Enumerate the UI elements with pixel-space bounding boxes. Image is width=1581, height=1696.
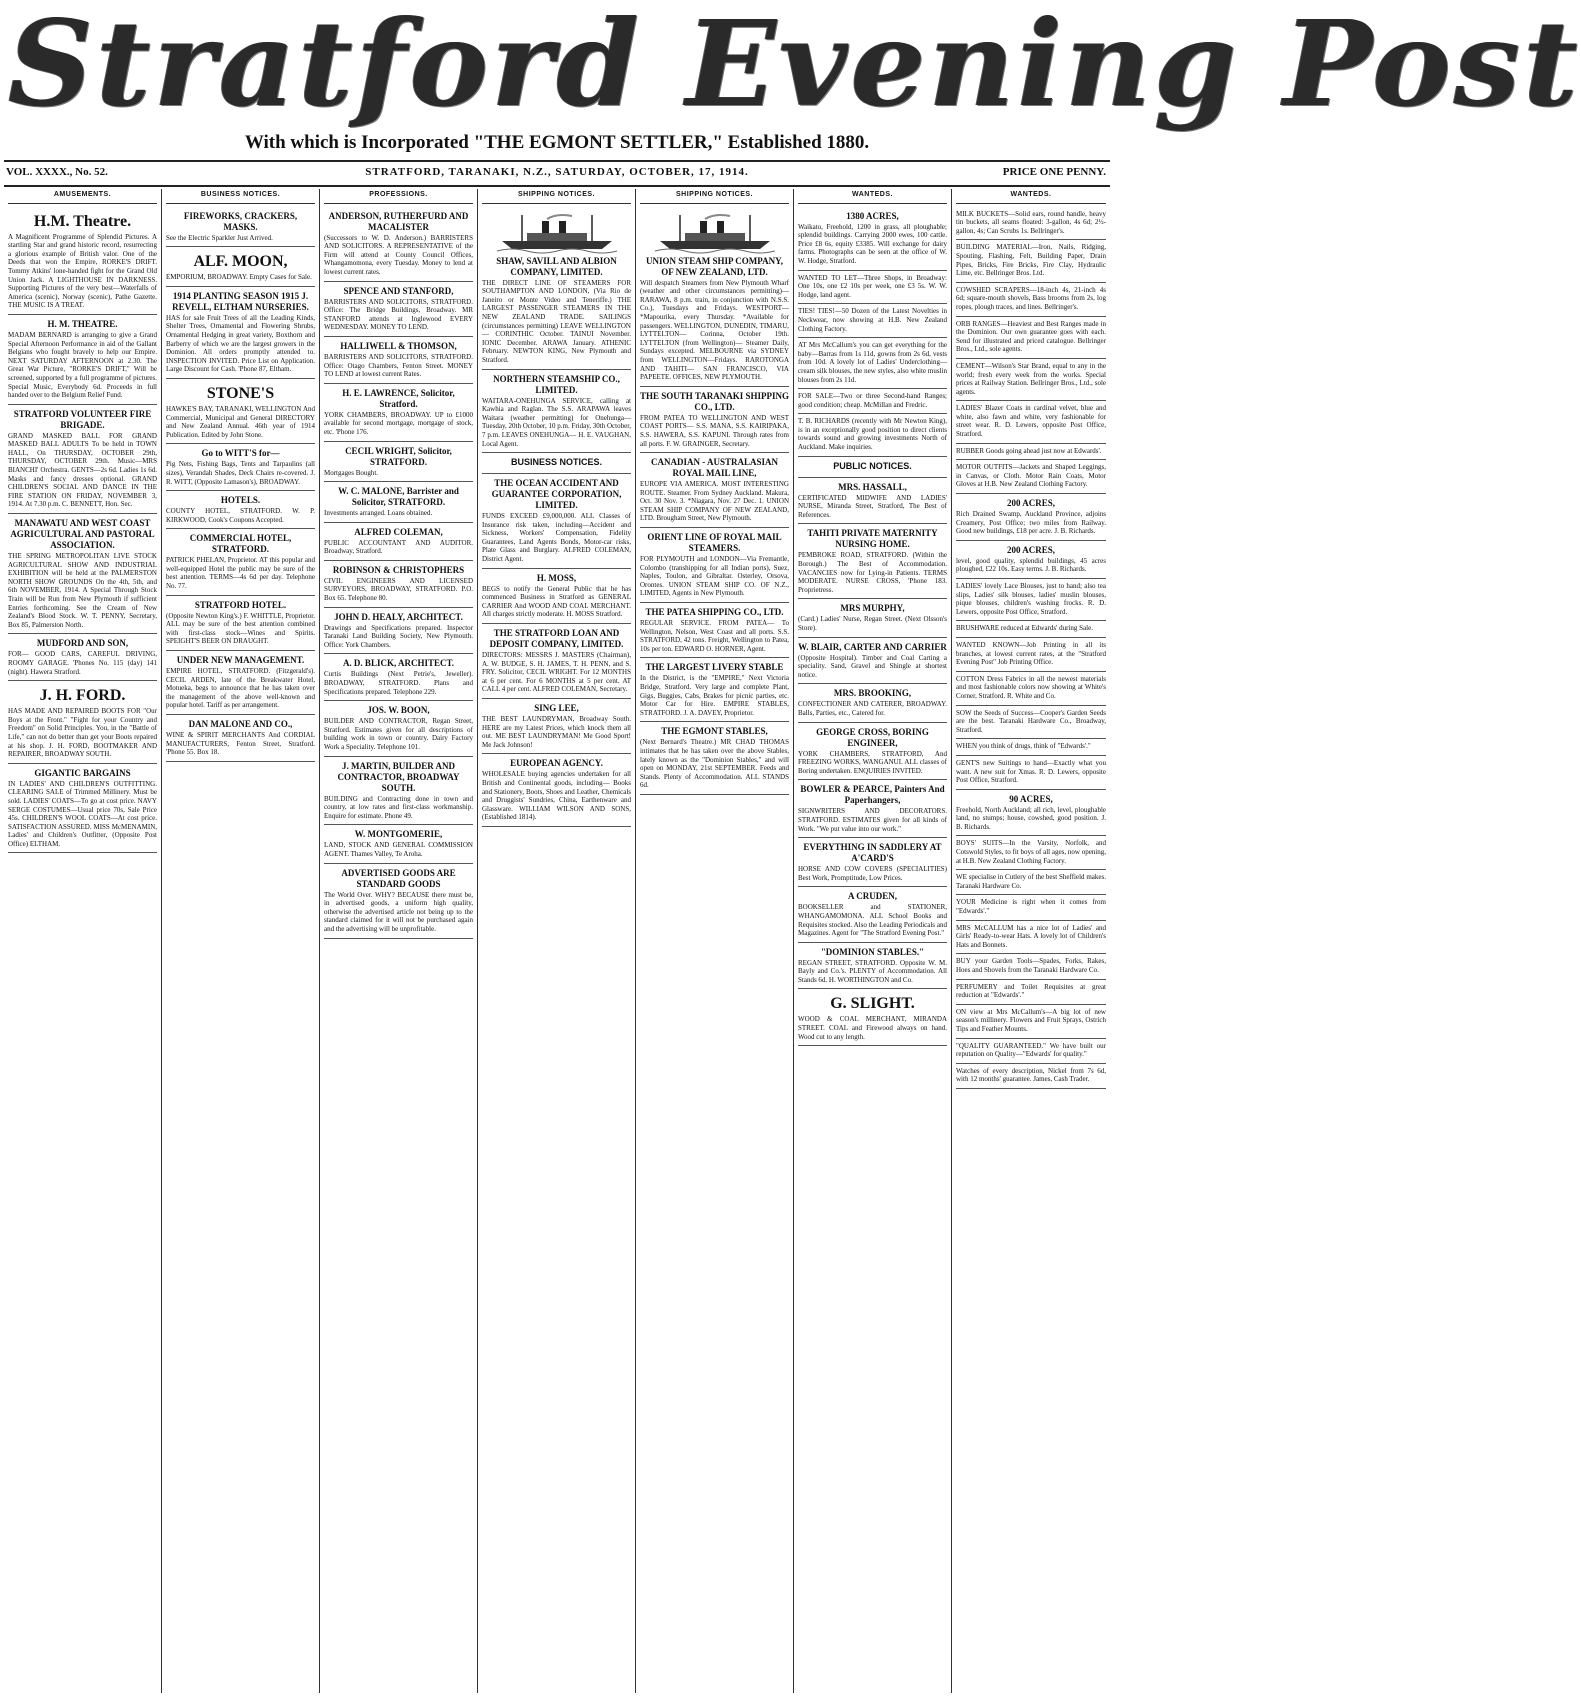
advertisement (8, 764, 157, 854)
ad-body: BARRISTERS AND SOLICITORS, STRATFORD. Office: The Bridge Buildings, Broadway. MR STANFORD attends at Inglewood EVERY WEDNESDAY. MONEY TO LEND. (324, 297, 473, 332)
ad-heading: MANAWATU AND WEST COAST AGRICULTURAL AND PASTORAL ASSOCIATION. (10, 518, 155, 551)
ad-body: Pig Nets, Fishing Bags, Tents and Tarpaulins (all sizes), Verandah Shades, Deck Chairs re-covered. J. R. WITT, (Opposite Lamason's), BROADWAY. (166, 460, 315, 486)
place-date: STRATFORD, TARANAKI, N.Z., SATURDAY, OCTOBER, 17, 1914. (365, 166, 749, 178)
ad-heading: THE OCEAN ACCIDENT AND GUARANTEE CORPORATION, LIMITED. (491, 478, 622, 511)
advertisement (324, 337, 473, 384)
ad-heading: "DOMINION STABLES." (820, 946, 925, 957)
ad-heading: MUDFORD AND SON, (36, 638, 129, 649)
column-heading: PROFESSIONS. (324, 189, 473, 204)
ad-heading: JOHN D. HEALY, ARCHITECT. (334, 611, 463, 622)
ad-body: (Next Bernard's Theatre.) MR CHAD THOMAS intimates that he has taken over the above Stables, lately known as the "Dominion Stables," and will open on MONDAY, 21st SEPTEMBER. Feeds and Stands. Plenty of Accommodation. ALL STANDS 6d. (640, 738, 789, 790)
ad-heading: MRS. BROOKING, (833, 688, 912, 699)
ad-body: The World Over. WHY? BECAUSE there must be, in advertised goods, a uniform high quality, otherwise the advertised article not being up to the standard claimed for it will not be purchased again and the advertising will be unprofitable. (324, 890, 473, 933)
ad-body: Watches of every description, Nickel from 7s 6d, with 12 months' guarantee. James, Cash Trader. (956, 1066, 1106, 1084)
ad-body: CONFECTIONER AND CATERER, BROADWAY. Balls, Parties, etc., Catered for. (798, 700, 947, 717)
ad-body: COWSHED SCRAPERS—18-inch 4s, 21-inch 4s 6d; square-mouth shovels, Bass brooms from 2s, log ropes, plough traces, and lines. Bellringer's. (956, 285, 1106, 311)
ad-body: Waikato, Freehold, 1200 in grass, all ploughable; splendid buildings. Carrying 2000 ewes, 100 cattle. Price £8 6s, equity £3385. Will exchange for dairy farms. Photographs can be seen at the office of W. W. Hodge, Stratford. (798, 222, 947, 265)
ad-body: HAWKE'S BAY, TARANAKI, WELLINGTON And Commercial, Municipal and General DIRECTORY and New Zealand Annual. 46th year of 1914 Publication. Edited by John Stone. (166, 404, 315, 439)
ad-heading: A CRUDEN, (847, 891, 897, 902)
advertisement (166, 651, 315, 715)
ad-body: PUBLIC ACCOUNTANT AND AUDITOR. Broadway, Stratford. (324, 538, 473, 556)
ad-body: LADIES' lovely Lace Blouses, just to hand; also tea slips, Ladies' silk blouses, ladies' muslin blouses, pique blouses, children's washing frocks. R. D. Lewers, opposite Post Office, Stratford. (956, 582, 1106, 616)
advertisement (482, 569, 631, 624)
ad-body: (Card.) Ladies' Nurse, Regan Street. (Next Olsson's Store). (798, 615, 947, 632)
ad-body: (Successors to W. D. Anderson.) BARRISTERS AND SOLICITORS. A REPRESENTATIVE of the Firm will attend at County Council Offices, Whangamomona, every Tuesday. Money to lend at lowest current rates. (324, 233, 473, 276)
ad-heading: PUBLIC NOTICES. (833, 460, 912, 471)
advertisement (956, 541, 1106, 579)
columns (4, 189, 1110, 1693)
advertisement (956, 460, 1106, 494)
advertisement (956, 980, 1106, 1005)
ad-body: "QUALITY GUARANTEED." We have built our reputation on Quality—"Edwards' for quality." (956, 1041, 1106, 1059)
advertisement (166, 491, 315, 529)
ad-heading: SPENCE AND STANFORD, (343, 285, 454, 296)
advertisement (640, 207, 789, 387)
advertisement (956, 283, 1106, 317)
volume-number: VOL. XXXX., No. 52. (6, 166, 108, 178)
ad-body: BOYS' SUITS—In the Varsity, Norfolk, and Cotswold Styles, to fit boys of all ages, now opening, at H.B. New Zealand Clothing Factory. (956, 839, 1106, 865)
ad-heading: EUROPEAN AGENCY. (510, 758, 603, 769)
advertisement (956, 621, 1106, 638)
advertisement (324, 701, 473, 756)
advertisement (956, 494, 1106, 541)
ad-body: AT Mrs McCallum's you can get everything for the baby—Barras from 1s 11d, gowns from 2s 6d, vests from 10d. A lovely lot of Ladies' Underclothing—cream silk blouses, the new styles, also white muslin blouses from 2s 11d. (798, 341, 947, 384)
ad-heading: ROBINSON & CHRISTOPHERS (332, 564, 465, 575)
ad-body: WHOLESALE buying agencies undertaken for all British and Continental goods, including— Books and Stationery, Boots, Shoes and Leather, Chemicals and Druggists' Sundries, China, Earthenware and Glassware. WILLIAM WILSON AND SONS, (Established 1814). (482, 770, 631, 822)
advertisement (324, 864, 473, 939)
advertisement (798, 887, 947, 942)
advertisement (798, 723, 947, 781)
ad-heading: H. E. LAWRENCE, Solicitor, Stratford. (342, 387, 455, 409)
ad-body: YORK CHAMBERS, STRATFORD, And FREEZING WORKS, WANGANUI. ALL classes of Boring undertaken. ENQUIRIES INVITED. (798, 749, 947, 775)
ad-heading: GEORGE CROSS, BORING ENGINEER, (816, 726, 929, 748)
ad-heading: J. MARTIN, BUILDER AND CONTRACTOR, BROADWAY SOUTH. (337, 760, 460, 793)
ad-heading: SHAW, SAVILL AND ALBION COMPANY, LIMITED. (496, 255, 617, 277)
ad-body: Investments arranged. Loans obtained. (324, 509, 433, 518)
ad-body: SIGNWRITERS AND DECORATORS. STRATFORD. ESTIMATES given for all kinds of Work. "We put value into our work." (798, 807, 947, 833)
ad-heading: Go to WITT'S for— (201, 448, 280, 459)
advertisement (640, 722, 789, 795)
advertisement (956, 579, 1106, 621)
ad-body: MOTOR OUTFITS—Jackets and Shaped Leggings, in Canvas, or Cloth. Motor Rain Coats, Motor Gloves at H.B. New Zealand Clothing Factory. (956, 463, 1106, 489)
ad-heading: J. H. FORD. (39, 687, 126, 705)
dateline (4, 163, 1110, 183)
ad-heading: CANADIAN - AUSTRALASIAN ROYAL MAIL LINE, (650, 457, 778, 479)
advertisement (956, 672, 1106, 706)
ad-body: level, good quality, splendid buildings, 45 acres ploughed, £22 10s. Easy terms. J. B. Richards. (956, 556, 1106, 574)
ad-body: WE specialise in Cutlery of the best Sheffield makes. Taranaki Hardware Co. (956, 873, 1106, 890)
column-5 (636, 189, 794, 1693)
ad-heading: ALF. MOON, (193, 253, 288, 271)
column-heading: WANTEDS. (956, 189, 1106, 204)
advertisement (324, 757, 473, 826)
ad-body: Curtis Buildings (Next Petrie's, Jeweller). BROADWAY, STRATFORD. Plans and Specifications prepared. Telephone 229. (324, 670, 473, 696)
ad-body: WHEN you think of drugs, think of "Edwards'." (956, 742, 1091, 751)
column-heading: WANTEDS. (798, 189, 947, 204)
advertisement (482, 474, 631, 569)
advertisement (324, 561, 473, 608)
ad-body: EMPIRE HOTEL, STRATFORD. (Fitzgerald's). CECIL ARDEN, late of the Breakwater Hotel, Motueka, begs to announce that he has taken over the management of the above well-known and popular hotel. Tariff as per arrangement. (166, 667, 315, 710)
ad-heading: W. BLAIR, CARTER AND CARRIER (798, 641, 947, 652)
ad-heading: JOS. W. BOON, (367, 705, 430, 716)
ad-heading: H. MOSS, (536, 572, 577, 583)
ad-heading: THE PATEA SHIPPING CO., LTD. (645, 607, 784, 618)
ad-body: In the District, is the "EMPIRE," Next Victoria Bridge, Stratford. Very large and complete Plant, Gigs, Buggies, Cabs, Brakes for picnic parties, etc. Motor Car for Hire. EMPIRE STABLES, STRATFORD. J. A. DAVEY, Proprietor. (640, 674, 789, 717)
ad-heading: W. C. MALONE, Barrister and Solicitor, STRATFORD. (338, 486, 459, 508)
advertisement (482, 370, 631, 454)
advertisement (482, 453, 631, 474)
advertisement (324, 207, 473, 282)
ad-body: TIES! TIES!—50 Dozen of the Latest Novelties in Neckwear, now showing at H.B. New Zealand Clothing Factory. (798, 307, 947, 333)
ad-heading: 200 ACRES, (1006, 498, 1055, 509)
ad-body: THE BEST LAUNDRYMAN, Broadway South. HERE are my Latest Prices, which knock them all out. ME BEST LAUNDRYMAN! Me Good Sport! Me Jack Johnson! (482, 715, 631, 749)
ad-body: (Opposite Newton King's.) F. WHITTLE, Proprietor. ALL may be sure of the best attention combined with first-class stock—Wines and Spirits. SPEIGHT'S BEER ON DRAUGHT. (166, 611, 315, 646)
ad-heading: SING LEE, (534, 703, 579, 713)
advertisement (956, 870, 1106, 895)
ad-body: HAS for sale Fruit Trees of all the Leading Kinds, Shelter Trees, Ornamental and Flowering Shrubs, Ornamental Hedging in great variety, Boxthorn and Barberry of which we are the largest growers in the Dominion. All orders promptly attended to. INSPECTION INVITED. Price List on Application. Large Discount for Cash. 'Phone 87, Eltham. (166, 313, 315, 374)
ad-body: Rich Drained Swamp, Auckland Province, adjoins Creamery, Post Office; two miles from Railway. Good new buildings, £18 per acre. J. B. Richards. (956, 510, 1106, 536)
advertisement (956, 1064, 1106, 1089)
ad-body: PERFUMERY and Toilet Requisites at great reduction at "Edwards'." (956, 982, 1106, 1000)
ad-body: BARRISTERS AND SOLICITORS, STRATFORD. Office: Otago Chambers, Fenton Street. MONEY TO LEND at lowest current Rates. (324, 352, 473, 379)
advertisement (640, 658, 789, 722)
ad-heading: A. D. BLICK, ARCHITECT. (342, 658, 455, 669)
ad-heading: STRATFORD VOLUNTEER FIRE BRIGADE. (13, 408, 152, 430)
advertisement (166, 287, 315, 379)
ad-heading: ANDERSON, RUTHERFURD AND MACALISTER (328, 210, 469, 232)
advertisement (798, 638, 947, 685)
ad-body: HAS MADE AND REPAIRED BOOTS FOR "Our Boys at the Front." "Fight for your Country and Freedom" on Solid Principles. You, in the "Battle of Life," can not do better than get your Boots repaired at his shop. J. H. FORD, BOOTMAKER AND REPAIRER, BROADWAY SOUTH. (8, 707, 157, 759)
advertisement (956, 895, 1106, 920)
ad-heading: HOTELS. (220, 495, 261, 506)
column-4 (478, 189, 636, 1693)
advertisement (324, 282, 473, 337)
advertisement (956, 739, 1106, 756)
ad-body: FUNDS EXCEED £9,000,000. ALL Classes of Insurance risk taken, including—Accident and Sickness, Workers' Compensation, Fidelity Guarantees, Land Agents Bonds, Motor-car risks, Plate Glass and Burglary. ALFRED COLEMAN, District Agent. (482, 512, 631, 564)
ad-body: (Opposite Hospital). Timber and Coal Carting a speciality. Sand, Gravel and Shingle at shortest notice. (798, 653, 947, 679)
advertisement (956, 921, 1106, 955)
ad-heading: W. MONTGOMERIE, (354, 829, 443, 840)
advertisement (956, 401, 1106, 443)
ad-body: YOUR Medicine is right when it comes from "Edwards'." (956, 898, 1106, 916)
ad-heading: 1380 ACRES, (846, 210, 899, 221)
advertisement (166, 596, 315, 651)
ad-body: IN LADIES' AND CHILDREN'S OUTFITTING. CLEARING SALE of Trimmed Millinery. Must be sold. LADIES' COATS—To go at cost price. NAVY SERGE COSTUMES—Usual price 70s, Sale Price 45s. CHILDREN'S WOOL COATS—At cost price. SATISFACTION ASSURED. MISS McMENAMIN, Ladies' and Children's Outfitter, (Opposite Post Office) ELTHAM. (8, 779, 157, 848)
ad-heading: BUSINESS NOTICES. (510, 457, 602, 468)
ad-body: PEMBROKE ROAD, STRATFORD. (Within the Borough.) The Best of Accommodation. VACANCIES now for Lying-in Patients. TERMS MODERATE. NURSE CROSS, 'Phone 183. Proprietress. (798, 551, 947, 594)
column-2 (162, 189, 320, 1693)
ad-body: WANTED TO LET—Three Shops, in Broadway: One 10s, one £2 10s per week, one £3 5s. W. W. Hodge, land agent. (798, 273, 947, 299)
advertisement (324, 482, 473, 523)
advertisement (482, 699, 631, 754)
advertisement (798, 524, 947, 599)
ad-body: SOW the Seeds of Success—Cooper's Garden Seeds are the best. Taranaki Hardware Co., Broadway, Stratford. (956, 708, 1106, 734)
advertisement (956, 638, 1106, 672)
advertisement (324, 442, 473, 483)
ad-body: CERTIFICATED MIDWIFE AND LADIES' NURSE, Miranda Street, Stratford, The Best of References. (798, 493, 947, 519)
advertisement (956, 1039, 1106, 1064)
advertisement (798, 207, 947, 271)
advertisement (798, 599, 947, 637)
ad-body: COTTON Dress Fabrics in all the newest materials and most fashionable colors now showing at White's Corner, Stratford. R. White and Co. (956, 674, 1106, 700)
ad-body: HORSE AND COW COVERS (SPECIALITIES) Best Work, Promptitude, Low Prices. (798, 865, 947, 882)
ad-heading: THE LARGEST LIVERY STABLE (645, 662, 784, 673)
advertisement (956, 954, 1106, 979)
ad-body: EUROPE VIA AMERICA. MOST INTERESTING ROUTE. Steamer. From Sydney Auckland. Makura, Oct. 30 Nov. 3. *Niagara, Nov. 27 Dec. 1. UNION STEAM SHIP COMPANY OF NEW ZEALAND, LTD. Brougham Street, New Plymouth. (640, 480, 789, 523)
ad-body: FOR SALE—Two or three Second-hand Ranges; good condition; cheap. McMillan and Fredric. (798, 392, 947, 409)
advertisement (640, 603, 789, 658)
advertisement (798, 838, 947, 887)
advertisement (166, 247, 315, 287)
ad-body: MILK BUCKETS—Solid ears, round handle, heavy tin buckets, all seams floated: 3-gallon, 4s 6d; 2½-gallon, 4s; Can Scrubs 1s. Bellringer's. (956, 209, 1106, 235)
ad-body: Mortgages Bought. (324, 468, 379, 477)
advertisement (956, 207, 1106, 241)
advertisement (482, 207, 631, 370)
ad-body: THE DIRECT LINE OF STEAMERS FOR SOUTHAMPTON AND LONDON, (Via Rio de Janeiro or Monte Video and Teneriffe.) THE LARGEST PASSENGER STEAMERS IN THE NEW ZEALAND TRADE. SAILINGS (circumstances permitting) LEAVE WELLINGTON— CORINTHIC October. TAINUI November. IONIC December. ARAWA January. ATHENIC February. NEWTON KING, New Plymouth and Stratford. (482, 278, 631, 364)
ad-body: FOR— GOOD CARS, CAREFUL DRIVING, ROOMY GARAGE. 'Phones No. 115 (day) 141 (night). Hawera Stratford. (8, 650, 157, 676)
advertisement (798, 304, 947, 338)
ad-heading: G. SLIGHT. (830, 995, 915, 1013)
ad-body: FOR PLYMOUTH and LONDON—Via Fremantle, Colombo (transhipping for all Indian ports), Suez, Naples, Toulon, and Gibraltar. Osterley, Orsova, Orontes. UNION STEAM SHIP CO. OF N.Z., LIMITED, Agents in New Plymouth. (640, 555, 789, 598)
advertisement (8, 207, 157, 315)
advertisement (798, 338, 947, 389)
advertisement (798, 780, 947, 838)
ad-body: RUBBER Goods going ahead just now at Edwards'. (956, 446, 1102, 455)
column-1 (4, 189, 162, 1693)
ad-heading: MRS MURPHY, (840, 603, 905, 614)
ad-heading: UNDER NEW MANAGEMENT. (176, 655, 305, 666)
ad-heading: H. M. THEATRE. (47, 318, 118, 329)
ad-heading: STONE'S (206, 384, 275, 402)
ad-heading: COMMERCIAL HOTEL, STRATFORD. (189, 533, 292, 555)
column-heading: SHIPPING NOTICES. (482, 189, 631, 204)
column-3 (320, 189, 478, 1693)
column-heading: AMUSEMENTS. (8, 189, 157, 204)
advertisement (798, 478, 947, 525)
advertisement (640, 528, 789, 603)
advertisement (166, 207, 315, 248)
ad-body: T. B. RICHARDS (recently with Mr Newton King), is in an exceptionally good position to direct clients towards sound and growing investments North of Auckland. Make inquiries. (798, 417, 947, 452)
ad-body: A Magnificent Programme of Splendid Pictures. A startling Star and grand historic record, resurrecting a glorious example of British valor. One of the Deeds that won the Empire, RORKE'S DRIFT. Tommy Atkins' lone-handed fight for the Grand Old Union Jack. A LIGHTHOUSE IN DARKNESS. Supporting Pictures of the very best—Waterfalls of America (scenic), Norway (scenic), Pathe Gazette. THE MUSIC IS A TREAT. (8, 232, 157, 310)
ad-body: Freehold, North Auckland; all rich, level, ploughable land, no stumps; house, cowshed, good position. J. B. Richards. (956, 805, 1106, 831)
advertisement (166, 529, 315, 595)
advertisement (8, 315, 157, 405)
advertisement (324, 608, 473, 655)
advertisement (956, 444, 1106, 461)
advertisement (798, 271, 947, 305)
advertisement (640, 453, 789, 528)
ad-body: GENT'S new Suitings to hand—Exactly what you want. A new suit for Xmas. R. D. Lewers, opposite Post Office, Stratford. (956, 758, 1106, 785)
ad-body: FROM PATEA TO WELLINGTON AND WEST COAST PORTS— S.S. MANA, S.S. KAIRIPAKA, S.S. HAWERA, S.S. KAPUNI. Through rates from all ports. F. W. GRAINGER, Secretary. (640, 413, 789, 448)
advertisement (798, 684, 947, 722)
advertisement (324, 384, 473, 442)
advertisement (324, 523, 473, 561)
ad-body: CEMENT—Wilson's Star Brand, equal to any in the world; fresh every week from the works. Special prices at Railway Station. Bellringer Bros., Ltd., sole agents. (956, 361, 1106, 396)
ad-heading: 1914 PLANTING SEASON 1915 J. REVELL, ELTHAM NURSERIES. (172, 290, 309, 312)
advertisement (798, 414, 947, 456)
ad-body: Drawings and Specifications prepared. Inspector Taranaki Land Building Society, New Plymouth. Office: York Chambers. (324, 623, 473, 649)
ad-heading: ADVERTISED GOODS ARE STANDARD GOODS (341, 867, 456, 889)
column-7 (952, 189, 1110, 1693)
ad-heading: ALFRED COLEMAN, (354, 526, 443, 537)
advertisement (166, 715, 315, 762)
ad-heading: EVERYTHING IN SADDLERY AT A'CARD'S (803, 842, 942, 864)
advertisement (798, 457, 947, 478)
ad-body: ORB RANGES—Heaviest and Best Ranges made in the Dominion. Our own guarantee goes with each. Send for illustrated and priced catalogue. Bellringer Bros., Ltd., sole agents. (956, 319, 1106, 354)
ad-heading: ORIENT LINE OF ROYAL MAIL STEAMERS. (647, 532, 782, 554)
ad-body: GRAND MASKED BALL FOR GRAND MASKED BALL ADULTS To be held in TOWN HALL, On THURSDAY, OCTOBER 29th, THURSDAY, OCTOBER 29th. Music—MRS BIANCHI' Orchestra. GENTS—2s 6d. Ladies 1s 6d. Masks and fancy dresses optional. GRAND CHILDREN'S SOCIAL AND DANCE IN THE FIRE STATION ON FRIDAY, NOVEMBER 3, 1914. At 7.30 p.m. C. BENNETT, Hon. Sec. (8, 431, 157, 509)
advertisement (956, 706, 1106, 740)
column-heading: SHIPPING NOTICES. (640, 189, 789, 204)
ad-body: MADAM BERNARD is arranging to give a Grand Special Afternoon Performance in aid of the Gallant Belgians who fought bravely to help our Empire. NEXT SATURDAY AFTERNOON at 2.30. The Great War Picture, "RORKE'S DRIFT," Will be screened, supported by a full programme of pictures. Special Music, Everybody 6d. Proceeds in full handed over to the Belgium Relief Fund. (8, 330, 157, 400)
ad-body: Will despatch Steamers from New Plymouth Wharf (weather and other circumstances permitting)— RARAWA, 8 p.m. train, in conjunction with N.S.S. Co.), Tuesdays and Fridays. WESTPORT— *Mapourika, every Thursday. *Available for passengers. WELLINGTON, DUNEDIN, TIMARU, LYTTELTON— Corinna, October 19th. LYTTELTON (from Wellington)— Steamer Daily, Sundays excepted. MELBOURNE via SYDNEY from WELLINGTON—Fridays. RAROTONGA AND TAHITI— SAN FRANCISCO, VIA PAPEETE. OFFICES, NEW PLYMOUTH. (640, 278, 789, 382)
ad-heading: BOWLER & PEARCE, Painters And Paperhangers, (800, 784, 945, 806)
ad-body: BOOKSELLER and STATIONER, WHANGAMOMONA. ALL School Books and Requisites stocked. Also the Leading Periodicals and Magazines. Agent for "The Stratford Evening Post." (798, 903, 947, 938)
steamship-icon (655, 213, 775, 253)
advertisement (956, 317, 1106, 359)
ad-body: EMPORIUM, BROADWAY. Empty Cases for Sale. (166, 273, 312, 282)
ad-heading: STRATFORD HOTEL. (194, 599, 287, 610)
advertisement (166, 444, 315, 491)
ad-heading: DAN MALONE AND CO., (188, 719, 293, 729)
column-6 (794, 189, 952, 1693)
ad-heading: TAHITI PRIVATE MATERNITY NURSING HOME. (807, 528, 938, 550)
advertisement (324, 825, 473, 863)
ad-heading: GIGANTIC BARGAINS (34, 767, 131, 778)
advertisement (798, 989, 947, 1046)
ad-heading: 90 ACRES, (1009, 793, 1053, 804)
masthead (0, 0, 1581, 133)
price: PRICE ONE PENNY. (1002, 166, 1106, 178)
advertisement (324, 654, 473, 701)
ad-body: CIVIL ENGINEERS AND LICENSED SURVEYORS, BROADWAY, STRATFORD. P.O. Box 65. Telephone 80. (324, 576, 473, 603)
ad-body: BUY your Garden Tools—Spades, Forks, Rakes, Hoes and Shovels from the Taranaki Hardware Co. (956, 957, 1106, 974)
ad-body: See the Electric Sparkler Just Arrived. (166, 233, 273, 242)
ad-body: BEGS to notify the General Public that he has commenced Business in Stratford as GENERAL CARRIER And WOOD AND COAL MERCHANT. All charges strictly moderate. H. MOSS Stratford. (482, 584, 631, 619)
advertisement (956, 1005, 1106, 1039)
ad-body: REGAN STREET, STRATFORD. Opposite W. M. Bayly and Co.'s. PLENTY of Accommodation. All Stands 6d. H. WORTHINGTON and Co. (798, 958, 947, 984)
dateline-rule (4, 185, 1110, 187)
ad-body: THE SPRING METROPOLITAN LIVE STOCK AGRICULTURAL SHOW AND INDUSTRIAL EXHIBITION will be held at the PALMERSTON NORTH SHOW GROUNDS On the 4th, 5th, and 6th NOVEMBER, 1914. A Special Through Stock Train will be Run from New Plymouth if sufficient Entries forthcoming. See the Cream of New Zealand's Blood Stock. W. T. PENNY, Secretary, Box 85, Palmerston North. (8, 552, 157, 629)
ad-heading: UNION STEAM SHIP COMPANY, OF NEW ZEALAND, LTD. (645, 255, 783, 277)
ad-body: WINE & SPIRIT MERCHANTS And CORDIAL MANUFACTURERS, Fenton Street, Stratford. 'Phone 55. Box 18. (166, 731, 315, 757)
ad-heading: THE SOUTH TARANAKI SHIPPING CO., LTD. (640, 390, 789, 412)
ad-body: REGULAR SERVICE. FROM PATEA— To Wellington, Nelson, West Coast and all ports. S.S. STRATFORD, 42 tons. Freight, Wellington to Patea, 10s per ton. EDWARD O. HORNER, Agent. (640, 619, 789, 653)
advertisement (956, 240, 1106, 282)
ad-heading: THE EGMONT STABLES, (661, 726, 768, 737)
ad-heading: FIREWORKS, CRACKERS, MASKS. (183, 210, 298, 232)
advertisement (482, 754, 631, 827)
advertisement (482, 624, 631, 699)
steamship-icon (497, 213, 617, 253)
ad-body: WOOD & COAL MERCHANT, MIRANDA STREET. COAL and Firewood always on hand. Wood cut to any length. (798, 1015, 947, 1041)
ad-heading: NORTHERN STEAMSHIP CO., LIMITED. (493, 373, 620, 395)
advertisement (798, 389, 947, 414)
ad-body: DIRECTORS: MESSRS J. MASTERS (Chairman), A. W. BUDGE, S. H. JAMES, T. H. PENN, and S. FRY. Solicitor, CECIL WRIGHT. For 12 MONTHS at 6 per cent. For 6 MONTHS at 5 per cent. AT CALL 4 per cent. ALFRED COLEMAN, Secretary. (482, 651, 631, 694)
advertisement (8, 405, 157, 514)
ad-body: BUILDING and Contracting done in town and country, at low rates and first-class workmanship. Enquire for estimate. Phone 49. (324, 794, 473, 820)
ad-body: WANTED KNOWN—Job Printing in all its branches, at lowest current rates, at the "Stratford Evening Post" Job Printing Office. (956, 640, 1106, 667)
ad-body: BRUSHWARE reduced at Edwards' during Sale. (956, 624, 1093, 633)
ad-heading: CECIL WRIGHT, Solicitor, STRATFORD. (345, 445, 452, 467)
advertisement (8, 634, 157, 681)
ad-body: PATRICK PHELAN, Proprietor. AT this popular and well-equipped Hotel the public may be sure of the best attention. TERMS—4s 6d per day. Telephone No. 77. (166, 556, 315, 591)
advertisement (640, 387, 789, 453)
masthead-title: Stratford Evening Post (8, 0, 1581, 133)
advertisement (166, 379, 315, 444)
ad-heading: MRS. HASSALL, (838, 481, 907, 492)
ad-body: BUILDING MATERIAL—Iron, Nails, Ridging, Spouting, Flashing, Felt, Building Paper, Drain Pipes, Bricks, Fire Bricks, Fire Clay, Hydraulic Lime, etc. Bellringer Bros. Ltd. (956, 243, 1106, 278)
advertisement (8, 514, 157, 634)
ad-heading: H.M. Theatre. (33, 212, 132, 230)
ad-body: MRS McCALLUM has a nice lot of Ladies' and Girls' Ready-to-wear Hats. A lovely lot of Children's Hats and Bonnets. (956, 923, 1106, 949)
advertisement (956, 359, 1106, 401)
ad-body: COUNTY HOTEL, STRATFORD. W. P. KIRKWOOD, Cook's Coupons Accepted. (166, 507, 315, 524)
advertisement (956, 756, 1106, 790)
ad-body: ON view at Mrs McCallum's—A big lot of new season's millinery. Flowers and Fruit Sprays, Ostrich Tips and Feather Mounts. (956, 1007, 1106, 1033)
ad-body: LAND, STOCK AND GENERAL COMMISSION AGENT. Thames Valley, Te Aroha. (324, 841, 473, 858)
advertisement (956, 790, 1106, 837)
column-heading: BUSINESS NOTICES. (166, 189, 315, 204)
advertisement (798, 943, 947, 990)
top-rule (4, 160, 1110, 162)
advertisement (956, 836, 1106, 870)
ad-heading: THE STRATFORD LOAN AND DEPOSIT COMPANY, LIMITED. (489, 628, 624, 650)
incorporated-line: With which is Incorporated "THE EGMONT SETTLER," Established 1880. (244, 132, 870, 153)
ad-body: YORK CHAMBERS, BROADWAY. UP to £1000 available for second mortgage, mortgage of stock, etc. 'Phone 176. (324, 410, 473, 436)
advertisement (8, 681, 157, 764)
ad-heading: HALLIWELL & THOMSON, (340, 340, 457, 351)
ad-body: BUILDER AND CONTRACTOR, Regan Street, Stratford. Estimates given for all descriptions of building work in town or country. Dairy Factory Work a Speciality. Telephone 101. (324, 717, 473, 751)
ad-body: LADIES' Blazer Coats in cardinal velvet, blue and white, also fawn and white, very fashionable for street wear. R. D. Lewers, opposite Post Office, Stratford. (956, 404, 1106, 439)
ad-heading: 200 ACRES, (1006, 544, 1055, 555)
ad-body: WAITARA-ONEHUNGA SERVICE, calling at Kawhia and Raglan. The S.S. ARAPAWA leaves Waitara (weather permitting) for Onehunga— Tuesday, 20th October, 10 p.m. Friday, 30th October, 7 p.m. LEAVES ONEHUNGA— H. E. VAUGHAN, Local Agent. (482, 396, 631, 448)
